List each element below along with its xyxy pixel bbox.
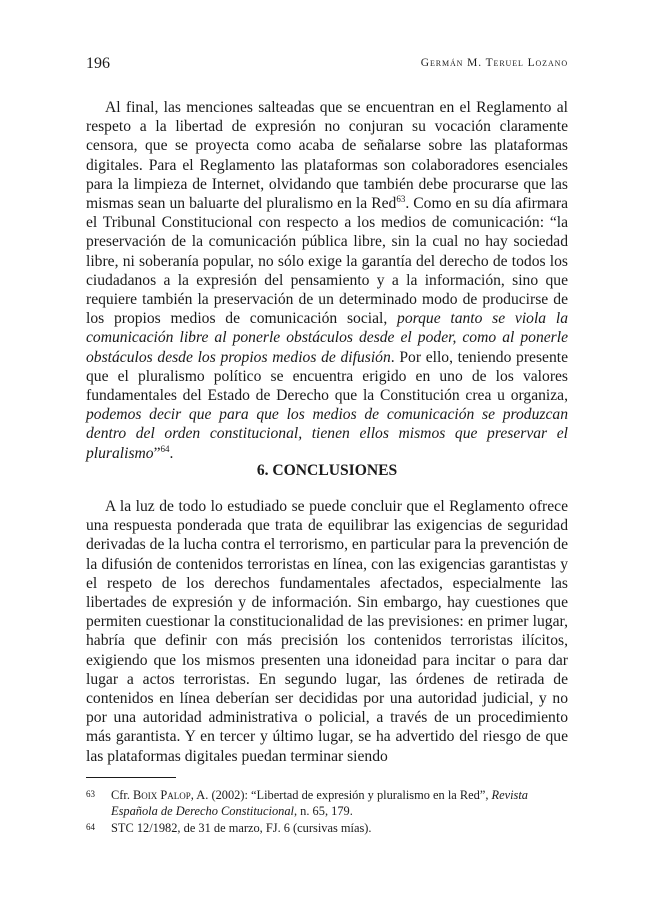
paragraph-1-text-a: Al final, las menciones salteadas que se encuentran en el Reglamento al respeto a la libertad de expresión no conjuran su vocación claramente censora, que se proyecta como acaba de señalarse sobre las plataformas digitales. Para el Reglamento las plataformas son colaboradores esenciales para la limpieza de Internet, olvidando que también debe procurarse que las mismas sean un baluarte del pluralismo en la Red [86,99,568,213]
footnote-text-b: , n. 65, 179. [293,804,353,819]
footnote-author: Boix Palop [133,788,191,802]
page-header [86,55,568,77]
paragraph-1-text-c: . Por ello, teniendo presente que el pluralismo político se encuentra erigido en uno de los valores fundamentales del Estado de Derecho que la Constitución crea u organiza, [86,348,568,405]
paragraph-1-text-e: . [169,444,174,462]
footnote-journal: Revista Española de Derecho Constitucional [111,788,529,819]
footnote-number: 63 [86,789,95,799]
footnotes [86,787,568,836]
paragraph-1-text-d: ” [153,444,161,462]
paragraph-2 [86,497,568,766]
footnote-63: 63 Cfr. Boix Palop, A. (2002): “Libertad de expresión y pluralismo en la Red”, Revista Española de Derecho Constitucional, n. 65, 179. [86,788,529,819]
footnote-text: STC 12/1982, de 31 de marzo, FJ. 6 (cursivas mías). [111,820,372,835]
footnote-64 [86,820,568,836]
footnote-number: 64 [86,821,95,832]
running-head-author: Germán M. Teruel Lozano [420,57,568,69]
paragraph-1-italic-quote-2: podemos decir que para que los medios de comunicación se produzcan dentro del orden constitucional, tienen ellos mismos que preservar el pluralismo [86,406,568,462]
paragraph-1 [86,98,568,463]
footnote-ref-64: 64 [160,443,170,454]
page-number: 196 [86,55,110,72]
paragraph-1-italic-quote-1: porque tanto se viola la comunicación libre al ponerle obstáculos desde el poder, como al ponerle obstáculos desde los propios medios de difusión [86,310,568,366]
footnote-text-a: , A. (2002): “Libertad de expresión y pluralismo en la Red”, [190,788,492,802]
footnote-ref-63: 63 [396,193,406,204]
footnote-divider [86,777,176,778]
section-heading: 6. CONCLUSIONES [256,462,398,479]
paragraph-2-text: A la luz de todo lo estudiado se puede concluir que el Reglamento ofrece una respuesta ponderada que trata de equilibrar las exigencias de seguridad derivadas de la lucha contra el terrorismo, en particular para la prevención de la difusión de contenidos terroristas en línea, con las exigencias garantistas y el respeto de los derechos fundamentales afectados, especialmente las libertades de expresión y de información. Sin embargo, hay cuestiones que permiten cuestionar la constitucionalidad de las previsiones: en primer lugar, habría que definir con más precisión los contenidos terroristas ilícitos, exigiendo que los mismos presenten una idoneidad para incitar o para dar lugar a actos terroristas. En segundo lugar, las órdenes de retirada de contenidos en línea deberían ser decididas por una autoridad judicial, y no por una autoridad administrativa o policial, a través de un procedimiento más garantista. Y en tercer y último lugar, se ha advertido del riesgo de que las plataformas digitales puedan terminar siendo [86,498,568,765]
paragraph-1-text-b: . Como en su día afirmara el Tribunal Constitucional con respecto a los medios de comunicación: “la preservación de la comunicación pública libre, sin la cual no hay sociedad libre, ni soberanía popular, no sólo exige la garantía del derecho de todos los ciudadanos a la expresión del pensamiento y a la información, sino que requiere también la preservación de un determinado modo de producirse de los propios medios de comunicación social, [86,195,569,328]
